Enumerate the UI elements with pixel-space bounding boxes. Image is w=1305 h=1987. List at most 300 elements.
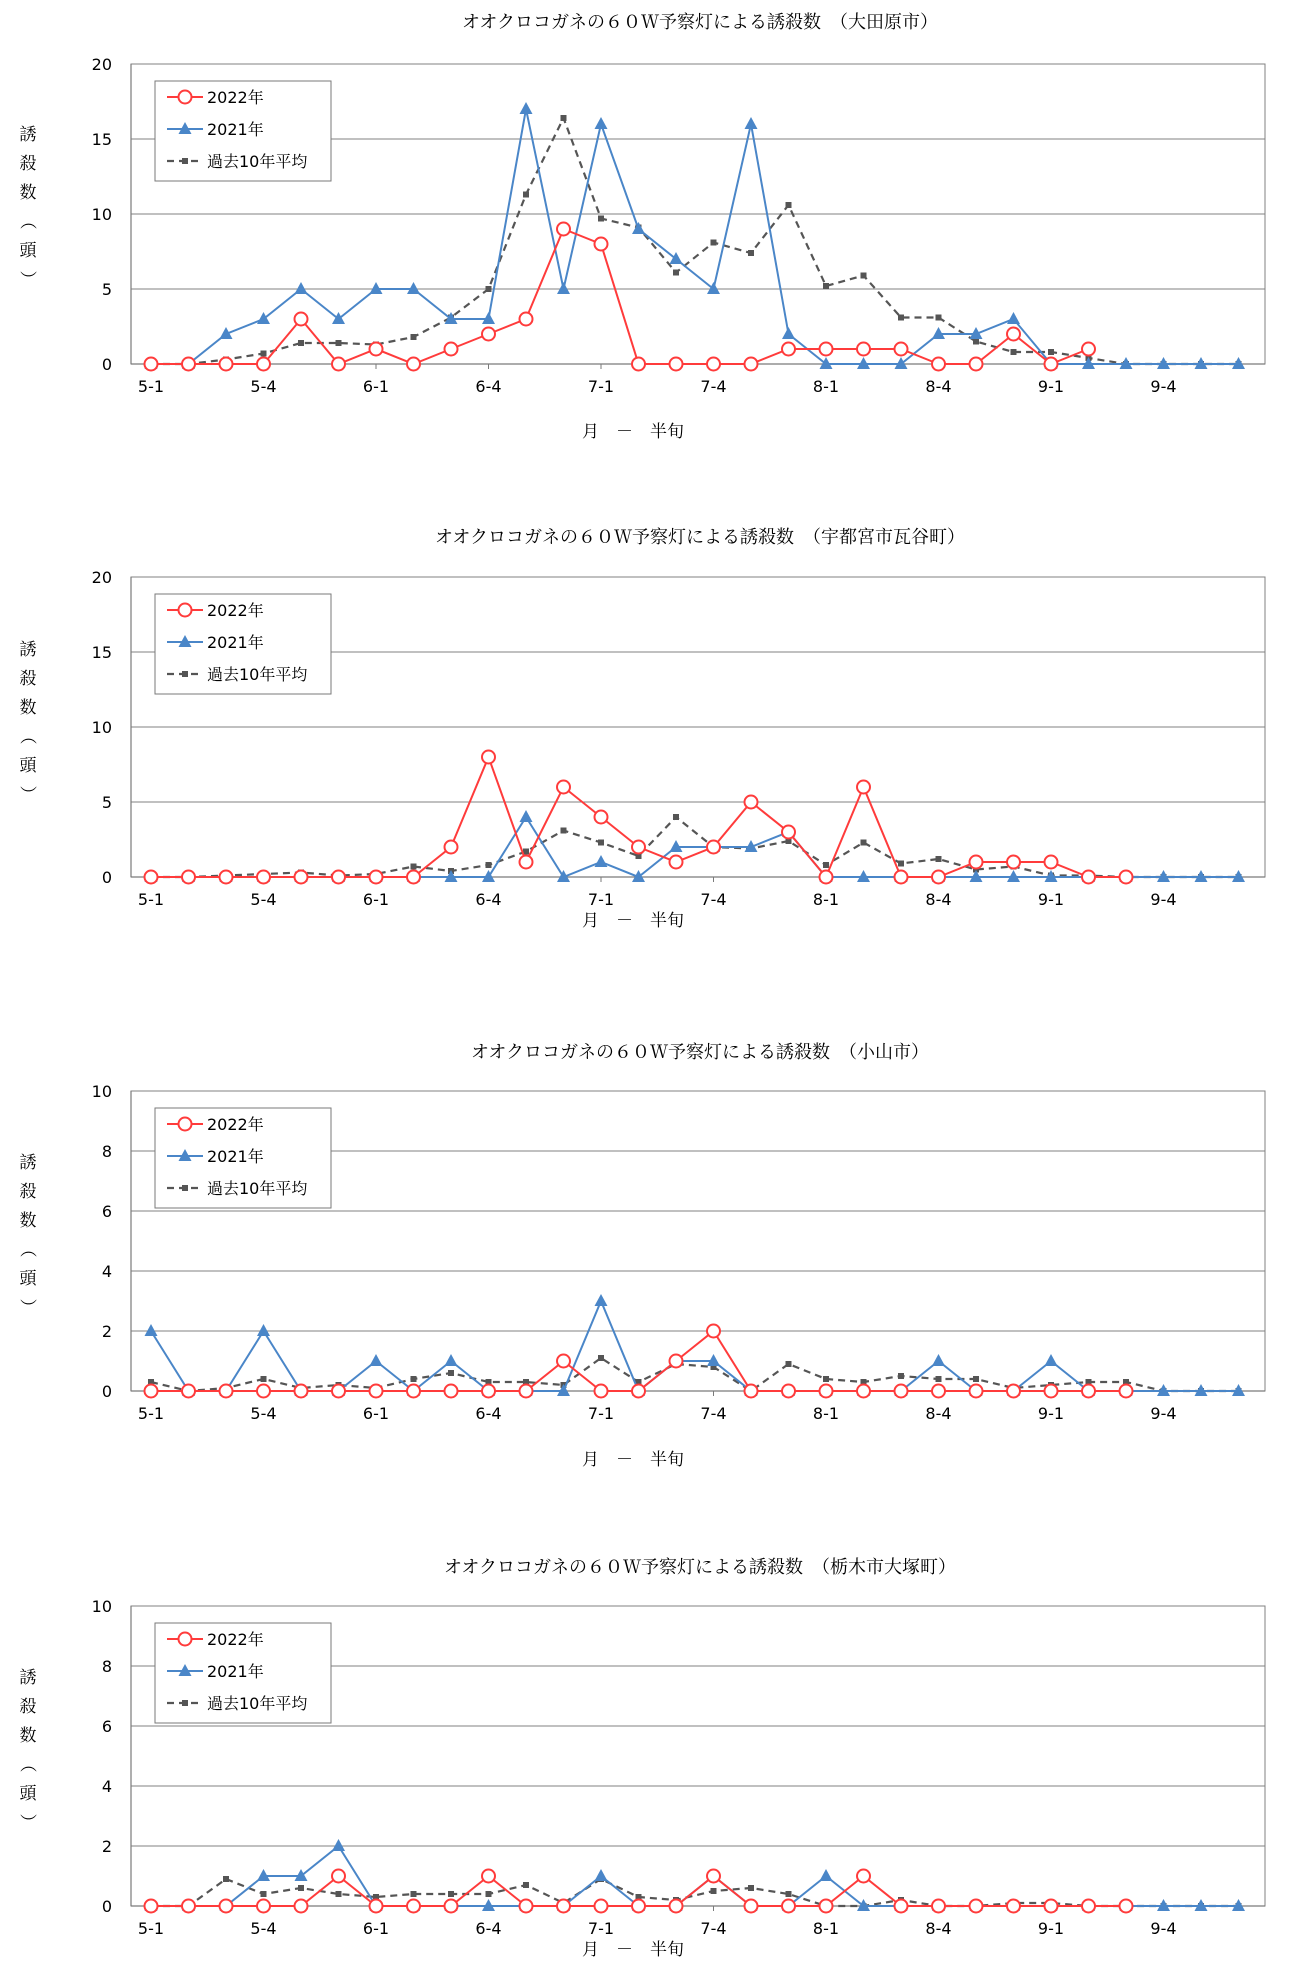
point-2022 (970, 1385, 983, 1398)
point-2021 (1045, 1354, 1058, 1366)
point-2022 (970, 1900, 983, 1913)
avg-point (673, 814, 679, 820)
y-axis-label-char: ） (17, 270, 37, 288)
avg-point (598, 216, 604, 222)
point-2022 (745, 1900, 758, 1913)
avg-point (336, 340, 342, 346)
avg-point (711, 1888, 717, 1894)
point-2022 (932, 358, 945, 371)
point-2022 (520, 1385, 533, 1398)
x-tick-label: 8-1 (812, 890, 840, 909)
series-line-2021 (151, 817, 1239, 877)
x-tick-label: 7-4 (700, 1404, 727, 1423)
x-axis-label: 月 － 半旬 (582, 1450, 684, 1470)
avg-point (223, 1876, 229, 1882)
point-2022 (257, 358, 270, 371)
legend-label-2022: 2022年 (207, 1630, 264, 1649)
point-2021 (820, 1869, 833, 1881)
point-2022 (295, 1900, 308, 1913)
point-2022 (1045, 358, 1058, 371)
point-2022 (670, 1355, 683, 1368)
point-2022 (220, 358, 233, 371)
x-tick-label: 6-4 (475, 377, 502, 396)
avg-point (973, 339, 979, 345)
x-tick-label: 6-1 (362, 890, 390, 909)
point-2022 (1007, 1900, 1020, 1913)
y-axis-label-char: 殺 (19, 1182, 37, 1202)
point-2021 (745, 117, 758, 129)
y-axis-label-char: ） (17, 785, 37, 803)
y-axis-label-char: 殺 (19, 1697, 37, 1717)
avg-point (448, 1370, 454, 1376)
x-tick-label: 7-4 (700, 890, 727, 909)
y-axis-label-char: 頭 (19, 756, 37, 776)
avg-point (336, 1891, 342, 1897)
x-tick-label: 7-4 (700, 377, 727, 396)
legend-marker-2022 (179, 1633, 192, 1646)
point-2022 (145, 1385, 158, 1398)
point-2022 (857, 1385, 870, 1398)
point-2021 (707, 282, 720, 294)
legend-label-2021: 2021年 (207, 633, 264, 652)
x-tick-label: 9-4 (1150, 377, 1177, 396)
y-tick-label: 6 (101, 1202, 112, 1221)
point-2022 (482, 1385, 495, 1398)
avg-point (261, 351, 267, 357)
point-2022 (707, 1325, 720, 1338)
point-2022 (1045, 1385, 1058, 1398)
y-axis-label-char: 数 (19, 1726, 37, 1746)
point-2022 (1082, 343, 1095, 356)
x-tick-label: 5-4 (250, 1404, 277, 1423)
point-2022 (1045, 1900, 1058, 1913)
avg-point (561, 115, 567, 121)
point-2022 (1007, 856, 1020, 869)
avg-point (748, 250, 754, 256)
x-axis-label: 月 － 半旬 (582, 422, 684, 442)
x-tick-label: 8-4 (925, 1404, 952, 1423)
point-2022 (707, 358, 720, 371)
avg-point (861, 840, 867, 846)
point-2022 (220, 1385, 233, 1398)
y-axis-label-char: 誘 (19, 125, 37, 145)
y-tick-label: 0 (101, 355, 112, 374)
avg-point (973, 1376, 979, 1382)
y-axis-label-char: （ (17, 1755, 37, 1773)
point-2021 (557, 282, 570, 294)
point-2022 (407, 1385, 420, 1398)
chart-2 (17, 527, 1265, 931)
point-2022 (857, 343, 870, 356)
point-2022 (895, 1385, 908, 1398)
legend-label-avg: 過去10年平均 (207, 152, 308, 171)
point-2022 (745, 1385, 758, 1398)
x-axis-label: 月 － 半旬 (582, 911, 684, 931)
x-tick-label: 6-1 (362, 1919, 390, 1938)
point-2022 (332, 871, 345, 884)
avg-point (411, 864, 417, 870)
avg-point (936, 1376, 942, 1382)
avg-point (786, 1891, 792, 1897)
y-axis-label-char: （ (17, 212, 37, 230)
point-2022 (220, 871, 233, 884)
point-2021 (595, 855, 608, 867)
legend-label-2021: 2021年 (207, 120, 264, 139)
point-2022 (370, 871, 383, 884)
avg-point (298, 340, 304, 346)
avg-point (523, 192, 529, 198)
legend-label-2022: 2022年 (207, 601, 264, 620)
y-tick-label: 20 (91, 55, 112, 74)
point-2022 (557, 1900, 570, 1913)
y-tick-label: 10 (91, 205, 112, 224)
avg-point (898, 315, 904, 321)
point-2022 (520, 313, 533, 326)
y-tick-label: 2 (101, 1837, 112, 1856)
y-tick-label: 0 (101, 1897, 112, 1916)
point-2022 (895, 343, 908, 356)
legend-marker-avg (182, 1185, 188, 1191)
avg-point (486, 862, 492, 868)
point-2022 (782, 826, 795, 839)
x-tick-label: 8-1 (812, 1919, 840, 1938)
x-tick-label: 8-4 (925, 1919, 952, 1938)
y-tick-label: 15 (91, 643, 112, 662)
legend (155, 594, 331, 694)
x-tick-label: 6-4 (475, 1919, 502, 1938)
point-2022 (1120, 871, 1133, 884)
point-2022 (370, 1900, 383, 1913)
point-2022 (482, 328, 495, 341)
point-2021 (145, 1324, 158, 1336)
x-tick-label: 7-4 (700, 1919, 727, 1938)
point-2022 (182, 1900, 195, 1913)
point-2022 (1007, 328, 1020, 341)
point-2022 (857, 781, 870, 794)
chart-1 (17, 12, 1265, 442)
y-axis-label-char: （ (17, 727, 37, 745)
legend-label-2021: 2021年 (207, 1147, 264, 1166)
y-tick-label: 6 (101, 1717, 112, 1736)
avg-point (1048, 349, 1054, 355)
point-2022 (145, 358, 158, 371)
x-tick-label: 5-1 (137, 377, 165, 396)
x-tick-label: 5-4 (250, 890, 277, 909)
point-2022 (745, 796, 758, 809)
x-tick-label: 8-1 (812, 1404, 840, 1423)
point-2022 (670, 358, 683, 371)
point-2022 (295, 1385, 308, 1398)
point-2021 (632, 222, 645, 234)
y-tick-label: 10 (91, 1082, 112, 1101)
y-axis-label-char: 殺 (19, 154, 37, 174)
point-2022 (445, 1385, 458, 1398)
point-2022 (182, 1385, 195, 1398)
y-tick-label: 5 (101, 280, 112, 299)
point-2021 (332, 1839, 345, 1851)
x-tick-label: 8-4 (925, 890, 952, 909)
point-2021 (257, 1324, 270, 1336)
avg-point (711, 240, 717, 246)
point-2022 (595, 1900, 608, 1913)
avg-point (598, 840, 604, 846)
point-2022 (895, 871, 908, 884)
point-2022 (407, 1900, 420, 1913)
x-tick-label: 8-1 (812, 377, 840, 396)
x-tick-label: 6-1 (362, 1404, 390, 1423)
avg-point (411, 1891, 417, 1897)
point-2021 (595, 117, 608, 129)
legend-marker-avg (182, 671, 188, 677)
point-2022 (632, 841, 645, 854)
point-2022 (820, 1385, 833, 1398)
point-2022 (932, 1900, 945, 1913)
y-axis-label-char: 数 (19, 183, 37, 203)
point-2022 (932, 871, 945, 884)
x-tick-label: 6-4 (475, 890, 502, 909)
point-2022 (482, 751, 495, 764)
avg-point (823, 862, 829, 868)
point-2022 (820, 871, 833, 884)
x-tick-label: 7-1 (587, 1919, 615, 1938)
point-2022 (445, 343, 458, 356)
avg-point (561, 828, 567, 834)
point-2021 (370, 1354, 383, 1366)
y-tick-label: 2 (101, 1322, 112, 1341)
x-tick-label: 9-1 (1037, 377, 1065, 396)
y-tick-label: 4 (101, 1777, 112, 1796)
point-2022 (820, 343, 833, 356)
x-tick-label: 9-1 (1037, 1919, 1065, 1938)
point-2021 (595, 1869, 608, 1881)
point-2022 (1045, 856, 1058, 869)
point-2021 (520, 810, 533, 822)
avg-point (823, 1376, 829, 1382)
point-2022 (145, 1900, 158, 1913)
point-2021 (932, 1354, 945, 1366)
point-2022 (857, 1870, 870, 1883)
avg-point (673, 270, 679, 276)
avg-point (786, 202, 792, 208)
y-axis-label-char: 誘 (19, 1153, 37, 1173)
legend-marker-2022 (179, 1118, 192, 1131)
series-line-avg (151, 1879, 1239, 1906)
point-2022 (295, 313, 308, 326)
point-2022 (1120, 1385, 1133, 1398)
point-2022 (445, 841, 458, 854)
y-axis-label-char: 誘 (19, 640, 37, 660)
point-2022 (257, 1900, 270, 1913)
x-tick-label: 7-1 (587, 1404, 615, 1423)
avg-point (1011, 349, 1017, 355)
legend-label-avg: 過去10年平均 (207, 1179, 308, 1198)
x-tick-label: 9-1 (1037, 1404, 1065, 1423)
y-axis-label-char: 殺 (19, 669, 37, 689)
point-2022 (782, 343, 795, 356)
avg-point (523, 1882, 529, 1888)
legend-label-2022: 2022年 (207, 88, 264, 107)
point-2022 (182, 358, 195, 371)
point-2022 (1082, 1385, 1095, 1398)
point-2022 (895, 1900, 908, 1913)
point-2021 (445, 1354, 458, 1366)
x-tick-label: 9-1 (1037, 890, 1065, 909)
y-axis-label-char: ） (17, 1298, 37, 1316)
avg-point (861, 273, 867, 279)
point-2022 (595, 811, 608, 824)
point-2022 (595, 1385, 608, 1398)
legend-marker-2022 (179, 91, 192, 104)
avg-point (411, 334, 417, 340)
point-2022 (670, 856, 683, 869)
legend (155, 81, 331, 181)
chart-title: オオクロコガネの６０Ｗ予察灯による誘殺数 （大田原市） (461, 12, 939, 33)
point-2021 (257, 312, 270, 324)
point-2022 (145, 871, 158, 884)
point-2022 (632, 1900, 645, 1913)
y-tick-label: 20 (91, 568, 112, 587)
x-tick-label: 5-1 (137, 890, 165, 909)
point-2021 (332, 312, 345, 324)
point-2022 (782, 1900, 795, 1913)
y-axis-label-char: 頭 (19, 241, 37, 261)
y-tick-label: 15 (91, 130, 112, 149)
point-2022 (407, 871, 420, 884)
avg-point (786, 1361, 792, 1367)
y-axis-label-char: 頭 (19, 1269, 37, 1289)
legend-marker-avg (182, 1700, 188, 1706)
point-2022 (707, 841, 720, 854)
point-2022 (295, 871, 308, 884)
avg-point (411, 1376, 417, 1382)
point-2022 (257, 1385, 270, 1398)
point-2022 (782, 1385, 795, 1398)
x-tick-label: 9-4 (1150, 1919, 1177, 1938)
point-2022 (970, 856, 983, 869)
point-2021 (782, 327, 795, 339)
avg-point (936, 315, 942, 321)
x-tick-label: 6-4 (475, 1404, 502, 1423)
point-2021 (1007, 312, 1020, 324)
avg-point (261, 1376, 267, 1382)
avg-point (486, 286, 492, 292)
y-axis-label-char: 数 (19, 1211, 37, 1231)
point-2022 (220, 1900, 233, 1913)
chart-title: オオクロコガネの６０Ｗ予察灯による誘殺数 （栃木市大塚町） (443, 1557, 957, 1578)
x-tick-label: 9-4 (1150, 890, 1177, 909)
x-axis-label: 月 － 半旬 (582, 1940, 684, 1960)
y-axis-label-char: 頭 (19, 1784, 37, 1804)
avg-point (936, 856, 942, 862)
point-2022 (445, 1900, 458, 1913)
point-2022 (745, 358, 758, 371)
legend-label-2022: 2022年 (207, 1115, 264, 1134)
y-tick-label: 5 (101, 793, 112, 812)
point-2022 (407, 358, 420, 371)
point-2021 (670, 252, 683, 264)
avg-point (898, 861, 904, 867)
x-tick-label: 5-1 (137, 1919, 165, 1938)
y-axis-label-char: 数 (19, 698, 37, 718)
series-line-2021 (151, 1846, 1239, 1906)
avg-point (898, 1373, 904, 1379)
chart-title: オオクロコガネの６０Ｗ予察灯による誘殺数 （宇都宮市瓦谷町） (434, 527, 966, 548)
point-2022 (332, 1385, 345, 1398)
point-2022 (1082, 871, 1095, 884)
point-2022 (557, 1355, 570, 1368)
chart-title: オオクロコガネの６０Ｗ予察灯による誘殺数 （小山市） (470, 1042, 930, 1063)
point-2022 (370, 1385, 383, 1398)
point-2022 (1082, 1900, 1095, 1913)
x-tick-label: 5-4 (250, 377, 277, 396)
point-2022 (557, 223, 570, 236)
series-line-avg (151, 1358, 1239, 1391)
x-tick-label: 5-1 (137, 1404, 165, 1423)
point-2022 (482, 1870, 495, 1883)
point-2022 (670, 1900, 683, 1913)
chart-4 (17, 1557, 1265, 1960)
point-2022 (557, 781, 570, 794)
legend (155, 1623, 331, 1723)
x-tick-label: 8-4 (925, 377, 952, 396)
point-2021 (520, 102, 533, 114)
y-axis-label-char: 誘 (19, 1668, 37, 1688)
avg-point (598, 1355, 604, 1361)
point-2022 (1120, 1900, 1133, 1913)
avg-point (298, 1885, 304, 1891)
point-2022 (632, 358, 645, 371)
point-2022 (332, 1870, 345, 1883)
avg-point (486, 1891, 492, 1897)
y-axis-label-char: ） (17, 1813, 37, 1831)
x-tick-label: 5-4 (250, 1919, 277, 1938)
legend-label-2021: 2021年 (207, 1662, 264, 1681)
chart-3 (17, 1042, 1265, 1470)
point-2022 (332, 358, 345, 371)
y-tick-label: 8 (101, 1657, 112, 1676)
avg-point (448, 1891, 454, 1897)
legend-label-avg: 過去10年平均 (207, 665, 308, 684)
point-2022 (595, 238, 608, 251)
y-tick-label: 8 (101, 1142, 112, 1161)
x-tick-label: 7-1 (587, 890, 615, 909)
point-2021 (295, 282, 308, 294)
x-tick-label: 7-1 (587, 377, 615, 396)
y-tick-label: 0 (101, 868, 112, 887)
legend (155, 1108, 331, 1208)
avg-point (748, 1885, 754, 1891)
point-2022 (520, 1900, 533, 1913)
y-tick-label: 4 (101, 1262, 112, 1281)
point-2022 (820, 1900, 833, 1913)
point-2022 (257, 871, 270, 884)
point-2022 (707, 1870, 720, 1883)
point-2022 (182, 871, 195, 884)
x-tick-label: 9-4 (1150, 1404, 1177, 1423)
point-2022 (1007, 1385, 1020, 1398)
legend-label-avg: 過去10年平均 (207, 1694, 308, 1713)
point-2022 (520, 856, 533, 869)
avg-point (823, 283, 829, 289)
point-2021 (595, 1294, 608, 1306)
y-tick-label: 10 (91, 1597, 112, 1616)
y-tick-label: 0 (101, 1382, 112, 1401)
x-tick-label: 6-1 (362, 377, 390, 396)
y-axis-label-char: （ (17, 1240, 37, 1258)
avg-point (261, 1891, 267, 1897)
legend-marker-2022 (179, 604, 192, 617)
point-2022 (932, 1385, 945, 1398)
